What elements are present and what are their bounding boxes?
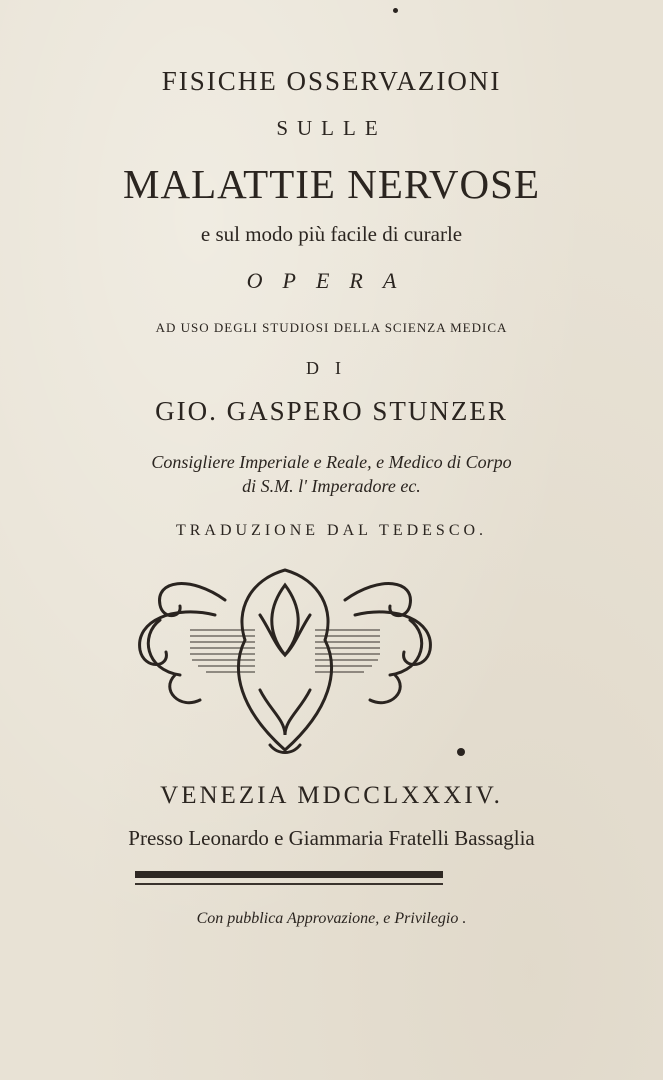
ink-spot — [457, 748, 465, 756]
main-title: MALATTIE NERVOSE — [123, 161, 540, 207]
author-credentials-1: Consigliere Imperiale e Reale, e Medico di Corpo — [151, 452, 512, 472]
translation-note: TRADUZIONE DAL TEDESCO. — [175, 522, 488, 539]
subtitle: e sul modo più facile di curarle — [200, 222, 463, 246]
thin-rule — [135, 883, 443, 885]
printers-ornament-icon — [120, 560, 450, 765]
opera-label: OPERA — [246, 268, 417, 293]
imprint-place-date: VENEZIA MDCCLXXXIV. — [160, 782, 503, 809]
audience-line: AD USO DEGLI STUDIOSI DELLA SCIENZA MEDICA — [155, 320, 508, 335]
title-line-1: FISICHE OSSERVAZIONI — [161, 66, 502, 96]
ink-spot — [393, 8, 398, 13]
publisher-line: Presso Leonardo e Giammaria Fratelli Bassaglia — [128, 826, 535, 850]
author-credentials-2: di S.M. l' Imperadore ec. — [242, 476, 421, 496]
privilege-line: Con pubblica Approvazione, e Privilegio . — [196, 910, 467, 927]
author-name: GIO. GASPERO STUNZER — [155, 396, 508, 426]
by-label: DI — [306, 358, 357, 378]
thick-rule — [135, 871, 443, 878]
title-line-2: SULLE — [276, 116, 387, 140]
